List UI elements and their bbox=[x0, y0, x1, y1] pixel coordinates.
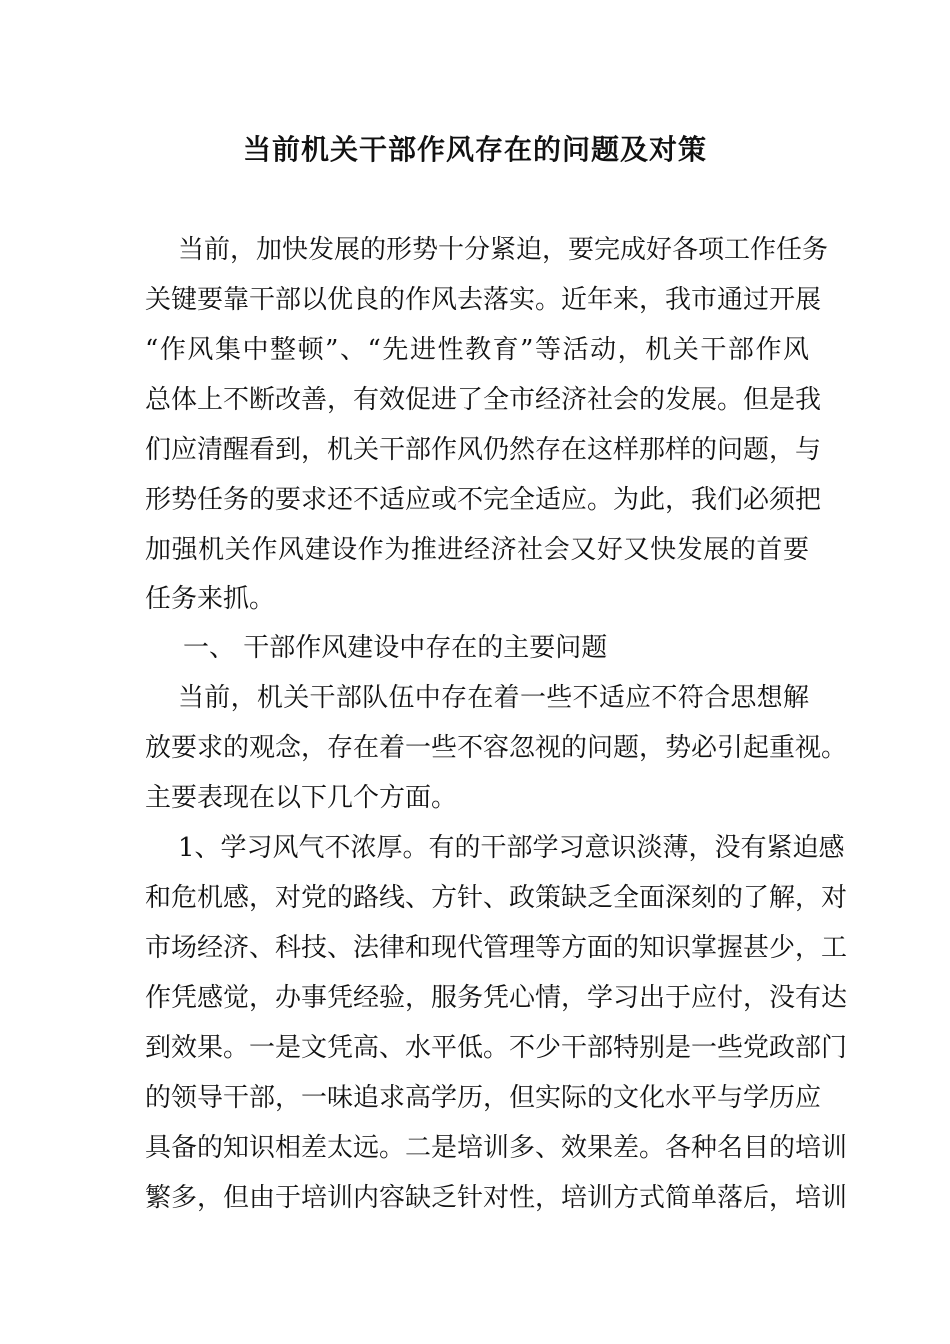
paragraph-line: 具备的知识相差太远。二是培训多、效果差。各种名目的培训 bbox=[145, 1133, 848, 1163]
paragraph-line: 任务来抓。 bbox=[145, 584, 276, 614]
paragraph-line: 到效果。一是文凭高、水平低。不少干部特别是一些党政部门 bbox=[145, 1033, 848, 1063]
paragraph-line: 1、学习风气不浓厚。有的干部学习意识淡薄，没有紧迫感 bbox=[178, 833, 845, 863]
paragraph-line: 放要求的观念，存在着一些不容忽视的问题，势必引起重视。 bbox=[145, 733, 848, 763]
paragraph-line: 繁多，但由于培训内容缺乏针对性，培训方式简单落后，培训 bbox=[145, 1183, 848, 1213]
paragraph-line: 的领导干部，一味追求高学历，但实际的文化水平与学历应 bbox=[145, 1083, 822, 1113]
paragraph-line: 加强机关作风建设作为推进经济社会又好又快发展的首要 bbox=[145, 535, 809, 565]
paragraph-line: 主要表现在以下几个方面。 bbox=[145, 783, 458, 813]
paragraph-line: 当前，加快发展的形势十分紧迫，要完成好各项工作任务 bbox=[178, 235, 829, 265]
paragraph-line: 总体上不断改善，有效促进了全市经济社会的发展。但是我 bbox=[145, 385, 822, 415]
paragraph-line: 和危机感，对党的路线、方针、政策缺乏全面深刻的了解，对 bbox=[145, 883, 848, 913]
section-heading: 一、 干部作风建设中存在的主要问题 bbox=[183, 633, 608, 663]
paragraph-line: 们应清醒看到，机关干部作风仍然存在这样那样的问题，与 bbox=[145, 435, 822, 465]
paragraph-line: 市场经济、科技、法律和现代管理等方面的知识掌握甚少，工 bbox=[145, 933, 848, 963]
paragraph-line: 当前，机关干部队伍中存在着一些不适应不符合思想解 bbox=[178, 683, 809, 713]
paragraph-line: 作凭感觉，办事凭经验，服务凭心情，学习出于应付，没有达 bbox=[145, 983, 848, 1013]
paragraph-line: “作风集中整顿”、“先进性教育”等活动，机关干部作风 bbox=[145, 335, 809, 365]
document-title: 当前机关干部作风存在的问题及对策 bbox=[242, 133, 707, 166]
paragraph-line: 关键要靠干部以优良的作风去落实。近年来，我市通过开展 bbox=[145, 285, 822, 315]
paragraph-line: 形势任务的要求还不适应或不完全适应。为此，我们必须把 bbox=[145, 485, 822, 515]
